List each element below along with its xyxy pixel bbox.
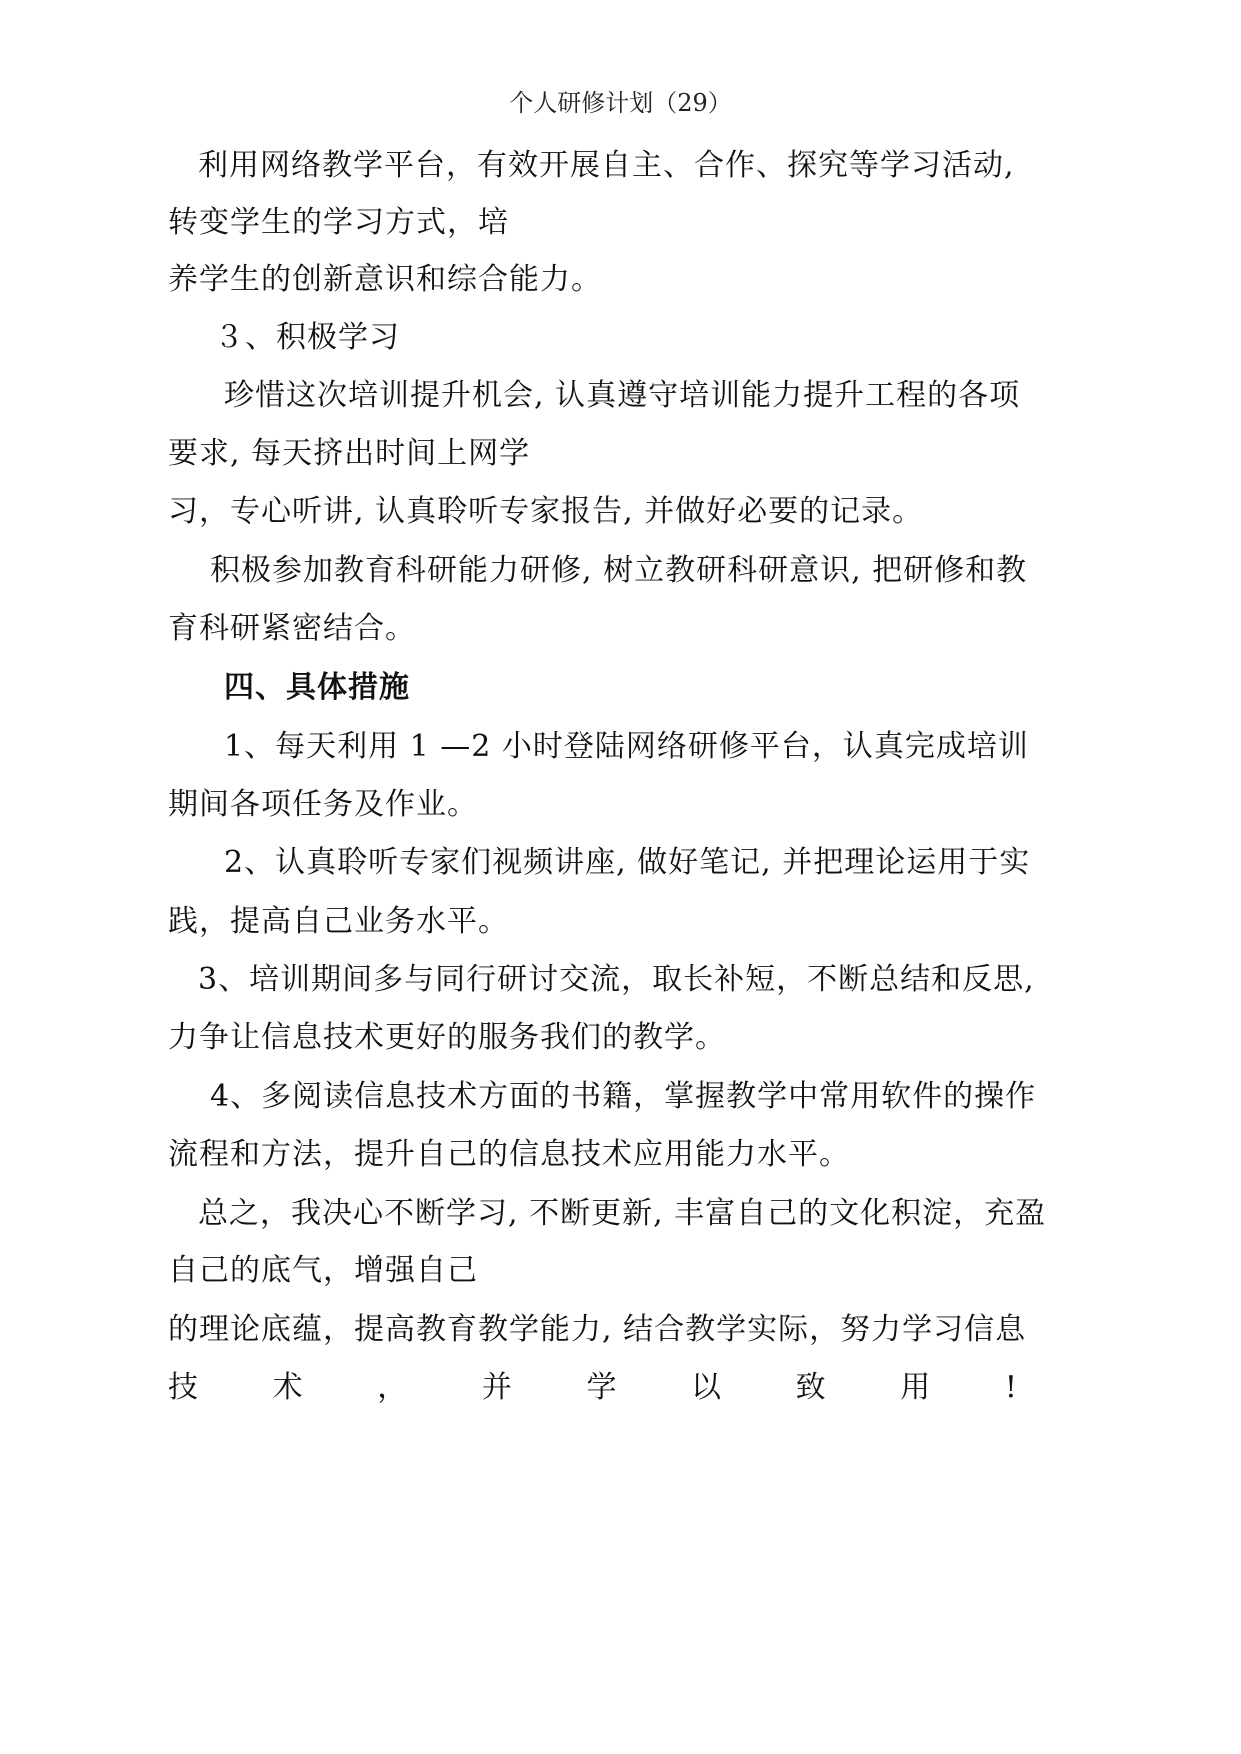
paragraph-line: 习，专心听讲, 认真聆听专家报告, 并做好必要的记录。	[168, 494, 924, 529]
paragraph-line: 总之，我决心不断学习, 不断更新, 丰富自己的文化积淀，充盈	[198, 1196, 1047, 1231]
paragraph-line: 利用网络教学平台，有效开展自主、合作、探究等学习活动,	[198, 148, 1015, 183]
paragraph-line: 践，提高自己业务水平。	[168, 904, 509, 939]
char: 学	[586, 1370, 618, 1405]
section-heading: 四、具体措施	[224, 670, 410, 705]
char: 并	[481, 1370, 513, 1405]
paragraph-line: 积极参加教育科研能力研修, 树立教研科研意识, 把研修和教	[210, 553, 1028, 588]
paragraph-line: 要求, 每天挤出时间上网学	[168, 436, 531, 471]
paragraph-line: 流程和方法，提升自己的信息技术应用能力水平。	[168, 1137, 850, 1172]
paragraph-line: 1、每天利用 1 —2 小时登陆网络研修平台，认真完成培训	[224, 729, 1029, 764]
paragraph-line: 2、认真聆听专家们视频讲座, 做好笔记, 并把理论运用于实	[224, 845, 1031, 880]
paragraph-line: 4、多阅读信息技术方面的书籍，掌握教学中常用软件的操作	[210, 1079, 1037, 1114]
char: ，	[377, 1370, 409, 1405]
paragraph-line: 的理论底蕴，提高教育教学能力, 结合教学实际，努力学习信息	[168, 1312, 1027, 1347]
char: 技	[168, 1370, 199, 1405]
justified-last-line	[168, 1370, 1018, 1406]
paragraph-line: 3、培训期间多与同行研讨交流，取长补短，不断总结和反思,	[198, 962, 1035, 997]
char: 用	[900, 1370, 932, 1405]
page-title: 个人研修计划（29）	[509, 89, 732, 117]
paragraph-line: 珍惜这次培训提升机会, 认真遵守培训能力提升工程的各项	[224, 378, 1021, 413]
paragraph-line: 育科研紧密结合。	[168, 611, 416, 646]
paragraph-line: 自己的底气，增强自己	[168, 1253, 478, 1288]
paragraph-line: 力争让信息技术更好的服务我们的教学。	[168, 1020, 726, 1055]
paragraph-line: 养学生的创新意识和综合能力。	[168, 262, 602, 297]
char: 致	[795, 1370, 827, 1405]
paragraph-line: 转变学生的学习方式，培	[168, 205, 509, 240]
paragraph-line: 期间各项任务及作业。	[168, 787, 478, 822]
section-subheading: ３、积极学习	[214, 320, 400, 355]
char: 以	[691, 1370, 723, 1405]
char: 术	[272, 1370, 304, 1405]
char: !	[1004, 1370, 1018, 1405]
